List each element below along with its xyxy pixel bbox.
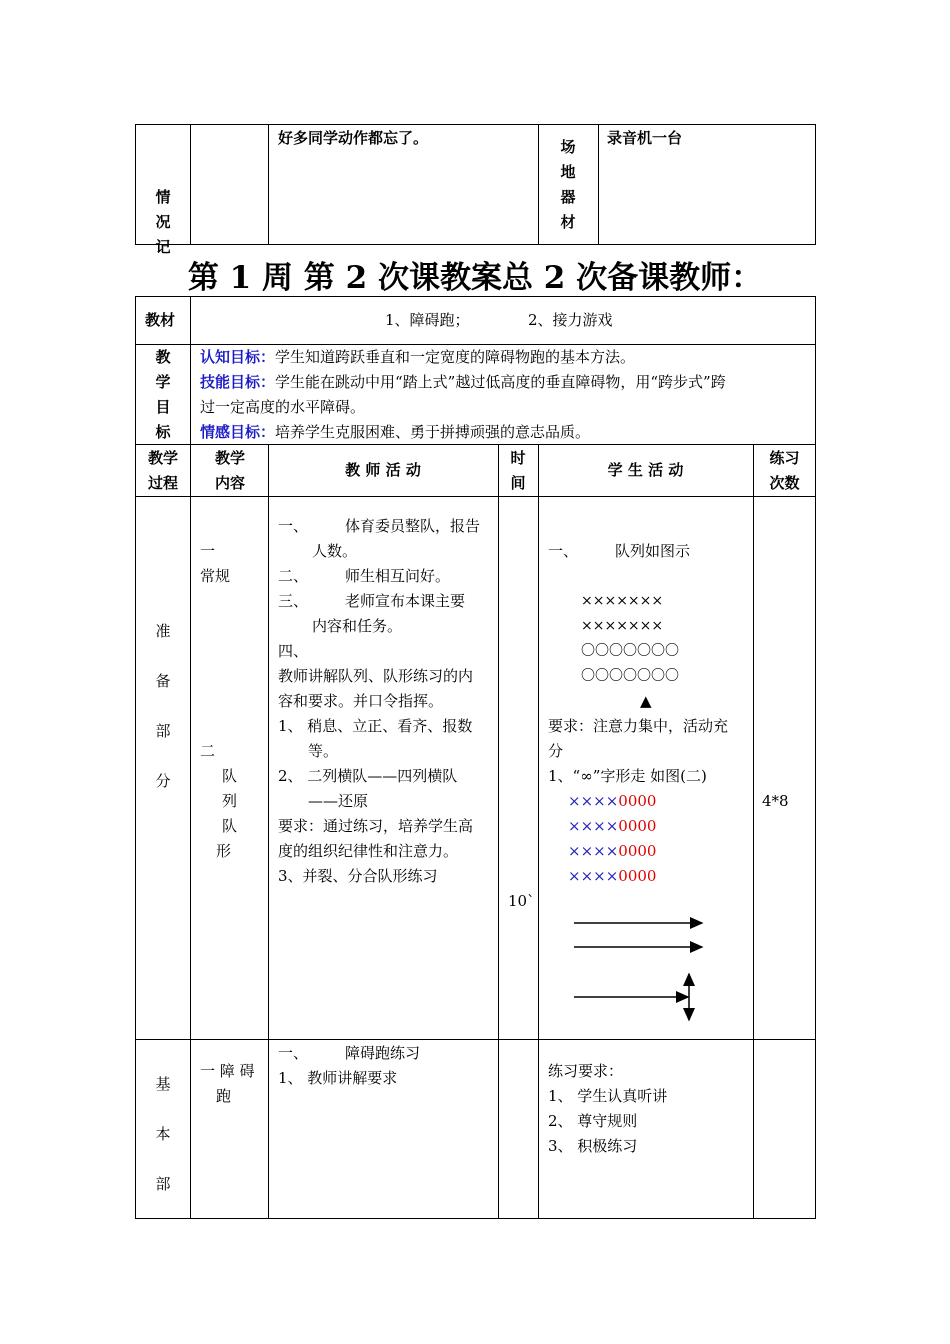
- top-table-border: [268, 124, 269, 245]
- venue-label: 场 地 器 材: [560, 138, 576, 231]
- prep-reps: 4*8: [762, 792, 789, 810]
- top-table-border: [135, 124, 136, 245]
- materials-item-2: 2、接力游戏: [528, 311, 613, 329]
- movement-arrows-diagram: [560, 908, 720, 1028]
- formation-row-o: 〇〇〇〇〇〇〇: [581, 643, 679, 659]
- top-table-border: [538, 124, 539, 245]
- prep-student-line: 要求：注意力集中，活动充: [548, 717, 729, 735]
- top-table-border-top: [135, 124, 816, 125]
- prep-teacher-line: 师生相互问好。: [345, 567, 451, 585]
- prep-student-line: 分: [548, 742, 564, 760]
- prep-teacher-line: 一、: [278, 517, 309, 535]
- header-process: 教学 过程: [147, 449, 178, 492]
- table-border: [538, 444, 539, 1219]
- cognitive-goal-text: 学生知道跨跃垂直和一定宽度的障碍物跑的基本方法。: [275, 348, 636, 366]
- basic-content-2: 跑: [216, 1087, 232, 1105]
- table-border: [135, 1218, 816, 1219]
- figure-row: ××××0000: [568, 817, 657, 835]
- basic-student-line: 1、 学生认真听讲: [548, 1087, 668, 1105]
- prep-teacher-line: 教师讲解队列、队形练习的内: [278, 667, 474, 685]
- table-border: [815, 296, 816, 1219]
- figure-row: ××××0000: [568, 867, 657, 885]
- basic-process: 基 本 部: [155, 1075, 171, 1193]
- situation-label: 情 况 记: [155, 188, 171, 256]
- situation-text: 好多同学动作都忘了。: [278, 129, 429, 147]
- formation-row-x: ×××××××: [581, 618, 664, 634]
- emotion-goal-label: 情感目标：: [200, 423, 276, 441]
- prep-teacher-line: 容和要求。并口令指挥。: [278, 692, 444, 710]
- basic-teacher-line: 障碍跑练习: [345, 1044, 421, 1062]
- materials-label: 教材: [145, 311, 176, 329]
- skill-goal-label: 技能目标：: [200, 373, 276, 391]
- emotion-goal: [200, 420, 590, 445]
- prep-teacher-line: 3、并裂、分合队形练习: [278, 867, 438, 885]
- header-time: 时 间: [510, 449, 526, 492]
- prep-content-2-char: 队: [222, 817, 238, 835]
- prep-teacher-line: 要求：通过练习，培养学生高: [278, 817, 474, 835]
- skill-goal: [200, 370, 726, 395]
- table-border: [268, 444, 269, 1219]
- prep-time: 10`: [508, 892, 535, 910]
- goals-label: 教 学 目 标: [155, 348, 171, 441]
- header-reps: 练习 次数: [769, 449, 800, 492]
- prep-teacher-line: 体育委员整队，报告: [345, 517, 481, 535]
- prep-student-line: 队列如图示: [615, 542, 691, 560]
- prep-teacher-line: 人数。: [312, 542, 358, 560]
- prep-teacher-line: 2、 二列横队——四列横队: [278, 767, 458, 785]
- skill-goal-text-1: 学生能在跳动中用“踏上式”越过低高度的垂直障碍物，用“跨步式”跨: [275, 373, 726, 391]
- venue-text: 录音机一台: [607, 129, 683, 147]
- basic-student-line: 练习要求：: [548, 1062, 624, 1080]
- emotion-goal-text: 培养学生克服困难、勇于拼搏顽强的意志品质。: [275, 423, 591, 441]
- page-title: 第 1 周 第 2 次课教案总 2 次备课教师：: [187, 260, 763, 296]
- cognitive-goal-label: 认知目标：: [200, 348, 276, 366]
- table-border: [753, 444, 754, 1219]
- prep-teacher-line: 四、: [278, 642, 309, 660]
- prep-content-1a: 一: [200, 542, 216, 560]
- prep-content-1b: 常规: [200, 567, 231, 585]
- prep-student-line: 一、: [548, 542, 579, 560]
- figure-row: ××××0000: [568, 842, 657, 860]
- prep-teacher-line: ——还原: [308, 792, 369, 810]
- prep-process: 准 备 部 分: [155, 622, 171, 790]
- top-table-border-bottom: [135, 244, 816, 245]
- header-teacher: 教 师 活 动: [345, 461, 421, 479]
- basic-teacher-line: 1、 教师讲解要求: [278, 1069, 398, 1087]
- formation-row-o: 〇〇〇〇〇〇〇: [581, 668, 679, 684]
- prep-teacher-line: 等。: [308, 742, 339, 760]
- prep-teacher-line: 老师宣布本课主要: [345, 592, 466, 610]
- header-student: 学 生 活 动: [607, 461, 684, 479]
- table-border: [135, 296, 816, 297]
- prep-content-2-char: 形: [216, 842, 232, 860]
- prep-teacher-line: 度的组织纪律性和注意力。: [278, 842, 459, 860]
- basic-content-1: 一 障 碍: [200, 1062, 255, 1080]
- header-content: 教学 内容: [214, 449, 245, 492]
- prep-content-2-char: 列: [222, 792, 238, 810]
- table-border: [135, 496, 816, 497]
- prep-teacher-line: 内容和任务。: [312, 617, 403, 635]
- prep-student-line: 1、“∞”字形走 如图(二): [548, 767, 707, 785]
- materials-item-1: 1、障碍跑；: [385, 311, 470, 329]
- skill-goal-text-2: 过一定高度的水平障碍。: [200, 398, 366, 416]
- basic-student-line: 3、 积极练习: [548, 1137, 638, 1155]
- basic-student-line: 2、 尊守规则: [548, 1112, 638, 1130]
- table-border: [190, 296, 191, 1219]
- prep-teacher-line: 1、 稍息、立正、看齐、报数: [278, 717, 473, 735]
- formation-row-x: ×××××××: [581, 593, 664, 609]
- top-table-border: [815, 124, 816, 245]
- top-table-border: [190, 124, 191, 245]
- table-border: [498, 444, 499, 1219]
- prep-teacher-line: 三、: [278, 592, 309, 610]
- basic-teacher-line: 一、: [278, 1044, 309, 1062]
- figure-row: ××××0000: [568, 792, 657, 810]
- table-border: [135, 296, 136, 1219]
- table-border: [135, 1039, 816, 1040]
- prep-content-2: 二: [200, 742, 216, 760]
- cognitive-goal: [200, 345, 635, 370]
- prep-teacher-line: 二、: [278, 567, 309, 585]
- teacher-triangle-icon: ▲: [640, 692, 652, 710]
- prep-content-2-char: 队: [222, 767, 238, 785]
- top-table-border: [598, 124, 599, 245]
